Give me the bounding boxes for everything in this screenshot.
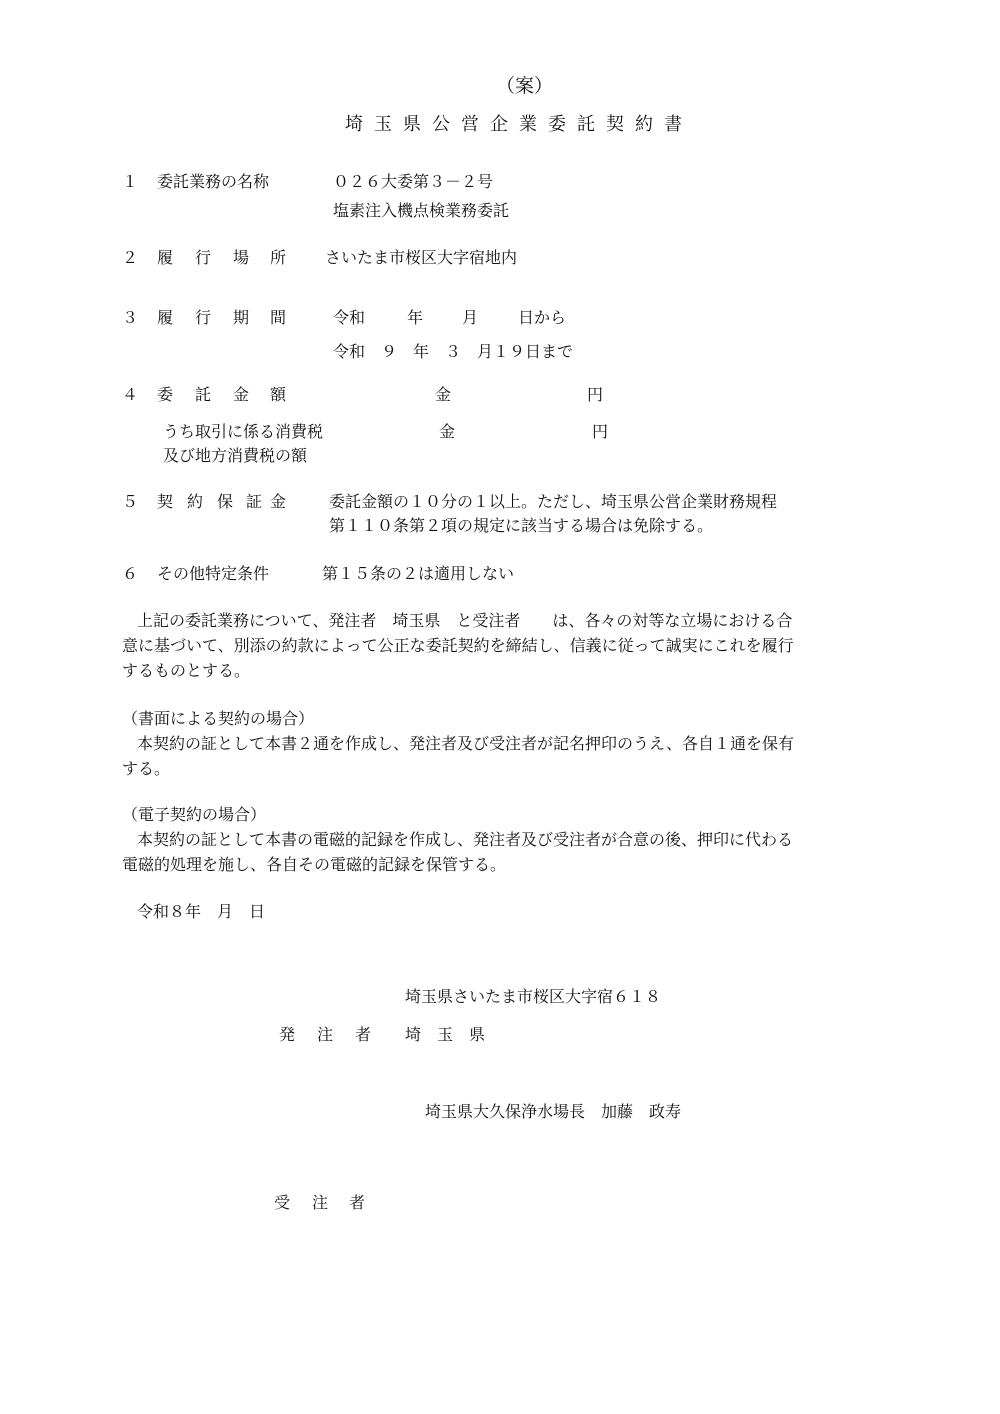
contractor-role-char: 注 bbox=[312, 1193, 329, 1212]
item-4-yen: 円 bbox=[587, 385, 604, 404]
paper-contract-line1: 本契約の証として本書２通を作成し、発注者及び受注者が記名押印のうえ、各自１通を保有 bbox=[137, 734, 794, 753]
item-2-label-char: 場 bbox=[233, 248, 250, 267]
item-5-label-char: 金 bbox=[270, 492, 287, 511]
e-contract-line2: 電磁的処理を施し、各自その電磁的記録を保管する。 bbox=[122, 855, 507, 874]
item-4-label-char: 託 bbox=[195, 385, 212, 404]
item-1-label: 委託業務の名称 bbox=[157, 172, 270, 191]
item-1-number: １ bbox=[122, 172, 139, 191]
item-5-label-char: 保 bbox=[217, 492, 234, 511]
item-4-tax-kin: 金 bbox=[439, 422, 456, 441]
item-5-value-line2: 第１１０条第２項の規定に該当する場合は免除する。 bbox=[329, 516, 714, 535]
item-2-label-char: 履 bbox=[157, 248, 174, 267]
e-contract-line1: 本契約の証として本書の電磁的記録を作成し、発注者及び受注者が合意の後、押印に代わる bbox=[137, 830, 794, 849]
item-6-label: その他特定条件 bbox=[157, 564, 270, 583]
orderer-role-char: 注 bbox=[317, 1025, 334, 1044]
contract-date: 令和８年 月 日 bbox=[137, 902, 266, 921]
item-4-tax-yen: 円 bbox=[592, 422, 609, 441]
item-4-kin: 金 bbox=[435, 385, 452, 404]
item-3-label-char: 間 bbox=[270, 308, 287, 327]
item-3-start-year: 年 bbox=[407, 308, 424, 327]
contractor-role-char: 者 bbox=[349, 1193, 366, 1212]
orderer-address: 埼玉県さいたま市桜区大字宿６１８ bbox=[405, 987, 662, 1006]
item-4-tax-label-line1: うち取引に係る消費税 bbox=[163, 422, 324, 441]
body-para1-line3: するものとする。 bbox=[122, 661, 251, 680]
paper-contract-heading: （書面による契約の場合） bbox=[122, 709, 315, 728]
item-3-label-char: 行 bbox=[195, 308, 212, 327]
item-2-number: ２ bbox=[122, 248, 139, 267]
item-3-label-char: 期 bbox=[233, 308, 250, 327]
item-3-end: 令和 ９ 年 ３ 月１９日まで bbox=[333, 342, 574, 361]
orderer-role-char: 発 bbox=[279, 1025, 296, 1044]
orderer-name: 埼 玉 県 bbox=[405, 1025, 486, 1044]
paper-contract-line2: する。 bbox=[122, 759, 171, 778]
item-4-tax-label-line2: 及び地方消費税の額 bbox=[163, 446, 308, 465]
item-2-label-char: 所 bbox=[270, 248, 287, 267]
item-5-label-char: 契 bbox=[157, 492, 174, 511]
item-4-number: ４ bbox=[122, 385, 139, 404]
item-4-label-char: 額 bbox=[270, 385, 287, 404]
item-5-value-line1: 委託金額の１０分の１以上。ただし、埼玉県公営企業財務規程 bbox=[329, 492, 778, 511]
item-3-start-day: 日から bbox=[518, 308, 567, 327]
item-5-label-char: 証 bbox=[246, 492, 263, 511]
item-5-label-char: 約 bbox=[187, 492, 204, 511]
item-5-number: ５ bbox=[122, 492, 139, 511]
item-3-label-char: 履 bbox=[157, 308, 174, 327]
item-6-number: ６ bbox=[122, 564, 139, 583]
item-6-value: 第１５条の２は適用しない bbox=[322, 564, 515, 583]
item-3-start-era: 令和 bbox=[333, 308, 366, 327]
item-2-label-char: 行 bbox=[195, 248, 212, 267]
item-3-start-month: 月 bbox=[462, 308, 479, 327]
body-para1-line1: 上記の委託業務について、発注者 埼玉県 と受注者 は、各々の対等な立場における合 bbox=[137, 611, 793, 630]
item-1-value-line2: 塩素注入機点検業務委託 bbox=[333, 201, 510, 220]
orderer-representative: 埼玉県大久保浄水場長 加藤 政寿 bbox=[425, 1102, 682, 1121]
item-4-label-char: 委 bbox=[157, 385, 174, 404]
e-contract-heading: （電子契約の場合） bbox=[122, 805, 267, 824]
orderer-role-char: 者 bbox=[355, 1025, 372, 1044]
item-1-value-line1: ０２６大委第３－２号 bbox=[333, 172, 494, 191]
item-2-value: さいたま市桜区大字宿地内 bbox=[325, 248, 518, 267]
draft-mark: （案） bbox=[496, 75, 554, 97]
item-3-number: ３ bbox=[122, 308, 139, 327]
body-para1-line2: 意に基づいて、別添の約款によって公正な委託契約を締結し、信義に従って誠実にこれを履行 bbox=[122, 636, 794, 655]
item-4-label-char: 金 bbox=[233, 385, 250, 404]
contractor-role-char: 受 bbox=[274, 1193, 291, 1212]
document-title: 埼玉県公営企業委託契約書 bbox=[345, 114, 693, 135]
